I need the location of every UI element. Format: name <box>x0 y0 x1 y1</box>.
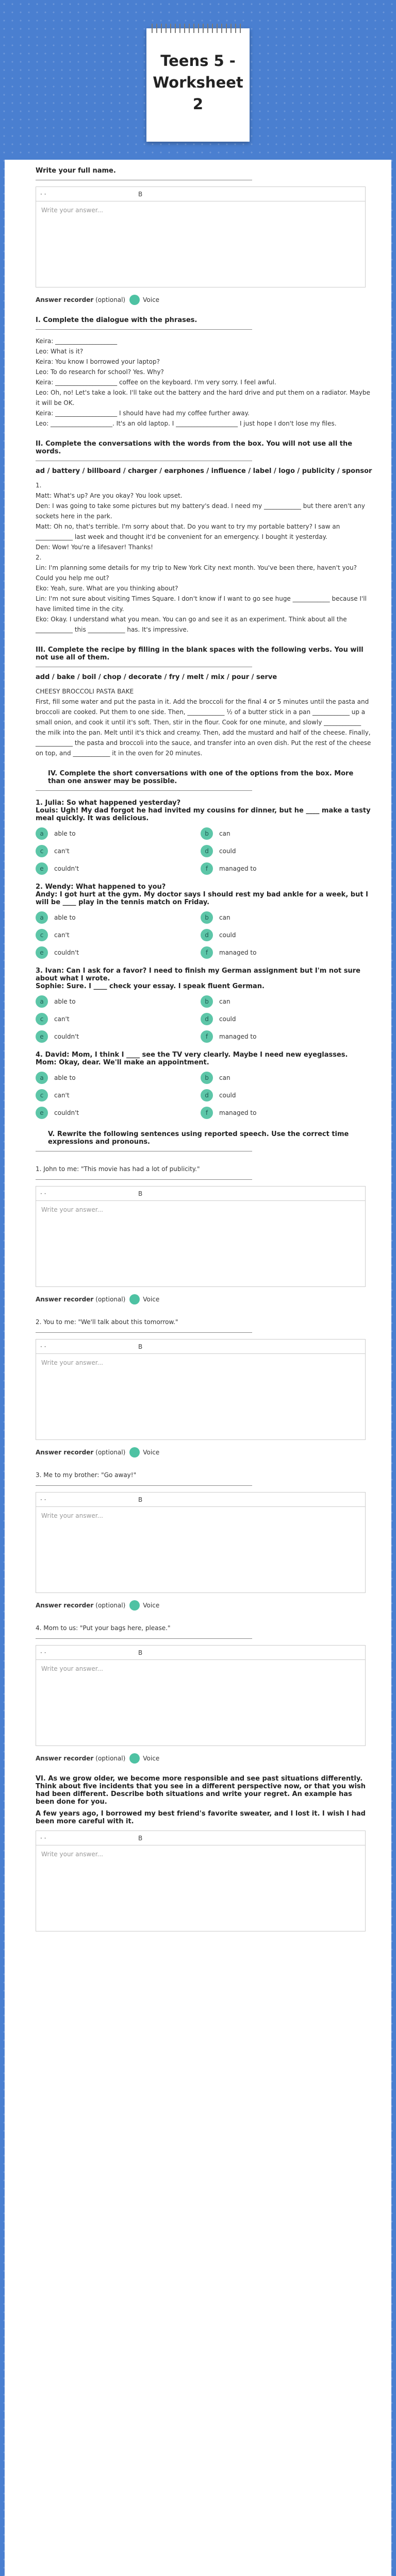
option-label: couldn't <box>54 1033 79 1040</box>
toolbar-left[interactable]: · · <box>40 1190 46 1197</box>
answer-input[interactable]: Write your answer... <box>36 1200 366 1287</box>
option-letter[interactable]: c <box>36 845 48 857</box>
option-label: managed to <box>219 1109 257 1116</box>
option-item[interactable] <box>201 1072 355 1084</box>
option-label: can't <box>54 1092 70 1099</box>
recorder-voice: Voice <box>143 1296 160 1303</box>
option-label: able to <box>54 1074 76 1081</box>
option-letter[interactable]: a <box>36 911 48 924</box>
toolbar-bold[interactable]: B <box>138 1190 143 1197</box>
prompt-text: 3. Me to my brother: "Go away!" <box>36 1471 137 1479</box>
recorder-voice: Voice <box>143 1602 160 1609</box>
section-title: V. Rewrite the following sentences using reported speech. Use the correct time expressions and pronouns. <box>48 1130 349 1146</box>
option-letter[interactable]: b <box>201 995 213 1008</box>
prompt-text: 2. You to me: "We'll talk about this tomorrow." <box>36 1318 178 1326</box>
answer-recorder[interactable] <box>36 1600 373 1611</box>
recorder-label: Answer recorder <box>36 1602 94 1609</box>
conversation-text: 1. Matt: What's up? Are you okay? You look upset. Den: I was going to take some pictures but my battery's dead. I need my ____________ but there aren't any sockets here in the park. Matt: Oh no, that's terrible. I'm sorry about that. Do you want to try my portable battery? I saw an ____________ last week and thought it'd be convenient for an emergency. I bought it yesterday. Den: Wow! You're a lifesaver! Thanks! 2. Lin: I'm planning some details for my trip to New York City next month. You've been there, haven't you? Could you help me out? Eko: Yeah, sure. What are you thinking about? Lin: I'm not sure about visiting Times Square. I don't know if I want to go see huge ____________ because I'll have limited time in the city. Eko: Okay. I understand what you mean. You can go and see it as an experiment. Think about all the ____________ this ____________ has. It's impressive. <box>36 482 367 633</box>
answer-input[interactable]: Write your answer... <box>36 1506 366 1593</box>
option-item[interactable] <box>201 946 355 959</box>
option-letter[interactable]: d <box>201 929 213 941</box>
question-text: 2. Wendy: What happened to you? Andy: I got hurt at the gym. My doctor says I should rest my bad ankle for a week, but I will be ____ play in the tennis match on Friday. <box>36 883 368 906</box>
option-label: managed to <box>219 1033 257 1040</box>
option-letter[interactable]: c <box>36 1089 48 1101</box>
recorder-label: Answer recorder <box>36 1449 94 1456</box>
worksheet <box>5 160 391 2576</box>
toolbar-left[interactable]: · · <box>40 1834 46 1842</box>
option-letter[interactable]: f <box>201 946 213 959</box>
toolbar-bold[interactable]: B <box>138 190 143 198</box>
option-item[interactable] <box>201 1107 355 1119</box>
answer-input[interactable]: Write your answer... <box>36 1659 366 1746</box>
option-label: managed to <box>219 949 257 956</box>
option-label: able to <box>54 998 76 1005</box>
answer-recorder[interactable] <box>36 1294 373 1304</box>
option-label: can't <box>54 848 70 855</box>
option-letter[interactable]: c <box>36 929 48 941</box>
recorder-optional: (optional) <box>95 1449 126 1456</box>
editor-toolbar[interactable] <box>36 1831 366 1845</box>
toolbar-bold[interactable]: B <box>138 1834 143 1842</box>
recorder-optional: (optional) <box>95 1296 126 1303</box>
option-letter[interactable]: f <box>201 1107 213 1119</box>
option-letter[interactable]: b <box>201 911 213 924</box>
option-label: couldn't <box>54 1109 79 1116</box>
title-card <box>146 28 250 142</box>
toolbar-left[interactable]: · · <box>40 1496 46 1503</box>
record-button[interactable] <box>129 295 140 305</box>
editor-toolbar[interactable] <box>36 1492 366 1506</box>
option-label: could <box>219 1092 236 1099</box>
toolbar-left[interactable]: · · <box>40 190 46 198</box>
name-prompt: Write your full name. <box>36 167 116 175</box>
section-title: III. Complete the recipe by filling in the blank spaces with the following verbs. You will not use all of them. <box>36 646 364 662</box>
option-letter[interactable]: e <box>36 862 48 875</box>
recorder-label: Answer recorder <box>36 1296 94 1303</box>
option-letter[interactable]: a <box>36 827 48 840</box>
editor-toolbar[interactable] <box>36 1339 366 1353</box>
option-label: can <box>219 830 230 837</box>
recorder-optional: (optional) <box>95 1755 126 1762</box>
answer-recorder[interactable] <box>36 295 373 305</box>
option-label: could <box>219 848 236 855</box>
option-item[interactable] <box>36 911 190 924</box>
option-item[interactable] <box>201 1013 355 1025</box>
option-grid <box>36 995 373 1043</box>
option-item[interactable] <box>201 929 355 941</box>
word-box: add / bake / boil / chop / decorate / fry / melt / mix / pour / serve <box>36 673 277 681</box>
option-item[interactable] <box>201 911 355 924</box>
option-item[interactable] <box>201 845 355 857</box>
page-title: Teens 5 - Worksheet 2 <box>153 52 243 113</box>
option-letter[interactable]: f <box>201 862 213 875</box>
option-item[interactable] <box>36 929 190 941</box>
divider <box>36 790 252 791</box>
divider <box>36 329 252 330</box>
option-letter[interactable]: e <box>36 1107 48 1119</box>
record-button[interactable] <box>129 1600 140 1611</box>
question-text: 3. Ivan: Can I ask for a favor? I need to finish my German assignment but I'm not sure about what I wrote. Sophie: Sure. I ____ check your essay. I speak fluent German. <box>36 967 360 990</box>
option-grid <box>36 827 373 875</box>
option-item[interactable] <box>36 1072 190 1084</box>
answer-recorder[interactable] <box>36 1447 373 1458</box>
toolbar-left[interactable]: · · <box>40 1343 46 1350</box>
spiral-binding-icon <box>152 24 244 33</box>
section-title: II. Complete the conversations with the words from the box. You will not use all the words. <box>36 440 353 455</box>
option-letter[interactable]: d <box>201 1089 213 1101</box>
recipe-text: CHEESY BROCCOLI PASTA BAKE First, fill some water and put the pasta in it. Add the broccoli for the final 4 or 5 minutes until the pasta and broccoli are cooked. Put them to one side. Then, ____________ ½ of a butter stick in a pan ____________ up a small onion, and cook it until it's soft. Then, stir in the flour. Cook for one minute, and slowly ____________ the milk into the pan. Melt until it's thick and creamy. Then, add the mustard and half of the cheese. Finally, ____________ the pasta and broccoli into the sauce, and transfer into an oven dish. Put the rest of the cheese on top, and ____________ it in the oven for 20 minutes. <box>36 688 371 757</box>
option-label: managed to <box>219 865 257 872</box>
option-label: couldn't <box>54 949 79 956</box>
option-item[interactable] <box>201 1030 355 1043</box>
option-label: can't <box>54 931 70 939</box>
option-letter[interactable]: b <box>201 827 213 840</box>
recorder-voice: Voice <box>143 1449 160 1456</box>
option-item[interactable] <box>36 845 190 857</box>
option-label: can <box>219 998 230 1005</box>
recorder-optional: (optional) <box>95 1602 126 1609</box>
toolbar-bold[interactable]: B <box>138 1496 143 1503</box>
option-label: can't <box>54 1015 70 1023</box>
option-letter[interactable]: a <box>36 995 48 1008</box>
option-label: able to <box>54 830 76 837</box>
recorder-label: Answer recorder <box>36 1755 94 1762</box>
option-item[interactable] <box>36 1013 190 1025</box>
option-item[interactable] <box>36 946 190 959</box>
option-letter[interactable]: a <box>36 1072 48 1084</box>
recorder-label: Answer recorder <box>36 296 94 303</box>
option-item[interactable] <box>36 1030 190 1043</box>
option-letter[interactable]: c <box>36 1013 48 1025</box>
example-text: A few years ago, I borrowed my best friend's favorite sweater, and I lost it. I wish I had been more careful with it. <box>36 1810 366 1825</box>
section-title: I. Complete the dialogue with the phrases. <box>36 316 197 324</box>
recorder-optional: (optional) <box>95 296 126 303</box>
option-item[interactable] <box>36 995 190 1008</box>
record-button[interactable] <box>129 1294 140 1304</box>
option-label: can <box>219 1074 230 1081</box>
header-banner <box>0 0 396 160</box>
option-item[interactable] <box>36 1089 190 1101</box>
option-item[interactable] <box>201 1089 355 1101</box>
toolbar-bold[interactable]: B <box>138 1649 143 1656</box>
editor-toolbar[interactable] <box>36 187 366 201</box>
option-letter[interactable]: f <box>201 1030 213 1043</box>
divider <box>36 1485 252 1486</box>
option-letter[interactable]: e <box>36 946 48 959</box>
reported-speech-group <box>36 1164 373 1764</box>
divider <box>36 1332 252 1333</box>
question-text: 1. Julia: So what happened yesterday? Louis: Ugh! My dad forgot he had invited my cousins for dinner, but he ____ make a tasty meal quickly. It was delicious. <box>36 799 371 822</box>
question-text: 4. David: Mom, I think I ____ see the TV very clearly. Maybe I need new eyeglasses. Mom: Okay, dear. We'll make an appointment. <box>36 1051 348 1066</box>
answer-input[interactable]: Write your answer... <box>36 201 366 287</box>
option-item[interactable] <box>36 827 190 840</box>
prompt-text: 1. John to me: "This movie has had a lot of publicity." <box>36 1165 200 1173</box>
answer-input[interactable]: Write your answer... <box>36 1845 366 1931</box>
option-label: could <box>219 931 236 939</box>
option-label: couldn't <box>54 865 79 872</box>
editor-toolbar[interactable] <box>36 1186 366 1200</box>
divider <box>36 1179 252 1180</box>
answer-recorder[interactable] <box>36 1753 373 1764</box>
divider <box>36 1638 252 1639</box>
dialogue-text: Keira: ____________________ Leo: What is it? Keira: You know I borrowed your laptop? Leo: To do research for school? Yes. Why? Keira: ____________________ coffee on the keyboard. I'm very sorry. I feel awful. Leo: Oh, no! Let's take a look. I'll take out the battery and the hard drive and put them on a radiator. Maybe it will be OK. Keira: ____________________ I should have had my coffee further away. Leo: ____________________. It's an old laptop. I ____________________ I just hope I don't lose my files. <box>36 337 370 427</box>
editor-toolbar[interactable] <box>36 1645 366 1659</box>
option-letter[interactable]: e <box>36 1030 48 1043</box>
option-letter[interactable]: b <box>201 1072 213 1084</box>
option-letter[interactable]: d <box>201 845 213 857</box>
option-item[interactable] <box>36 1107 190 1119</box>
option-grid <box>36 911 373 959</box>
toolbar-left[interactable]: · · <box>40 1649 46 1656</box>
answer-input[interactable]: Write your answer... <box>36 1353 366 1440</box>
option-item[interactable] <box>201 995 355 1008</box>
option-letter[interactable]: d <box>201 1013 213 1025</box>
option-label: could <box>219 1015 236 1023</box>
multiple-choice-group <box>36 799 373 1119</box>
section-title: VI. As we grow older, we become more responsible and see past situations differently. Think about five incidents that you see in a different perspective now, or that you wish had been different. Describe both situations and write your regret. An example has been done for you. <box>36 1775 366 1806</box>
option-item[interactable] <box>201 827 355 840</box>
option-item[interactable] <box>36 862 190 875</box>
section-title: IV. Complete the short conversations with one of the options from the box. More than one answer may be possible. <box>48 770 354 785</box>
prompt-text: 4. Mom to us: "Put your bags here, please." <box>36 1624 171 1632</box>
record-button[interactable] <box>129 1753 140 1764</box>
option-label: able to <box>54 914 76 921</box>
option-grid <box>36 1072 373 1119</box>
recorder-voice: Voice <box>143 296 160 303</box>
toolbar-bold[interactable]: B <box>138 1343 143 1350</box>
word-box: ad / battery / billboard / charger / earphones / influence / label / logo / publicity / sponsor <box>36 467 372 475</box>
record-button[interactable] <box>129 1447 140 1458</box>
option-label: can <box>219 914 230 921</box>
recorder-voice: Voice <box>143 1755 160 1762</box>
option-item[interactable] <box>201 862 355 875</box>
